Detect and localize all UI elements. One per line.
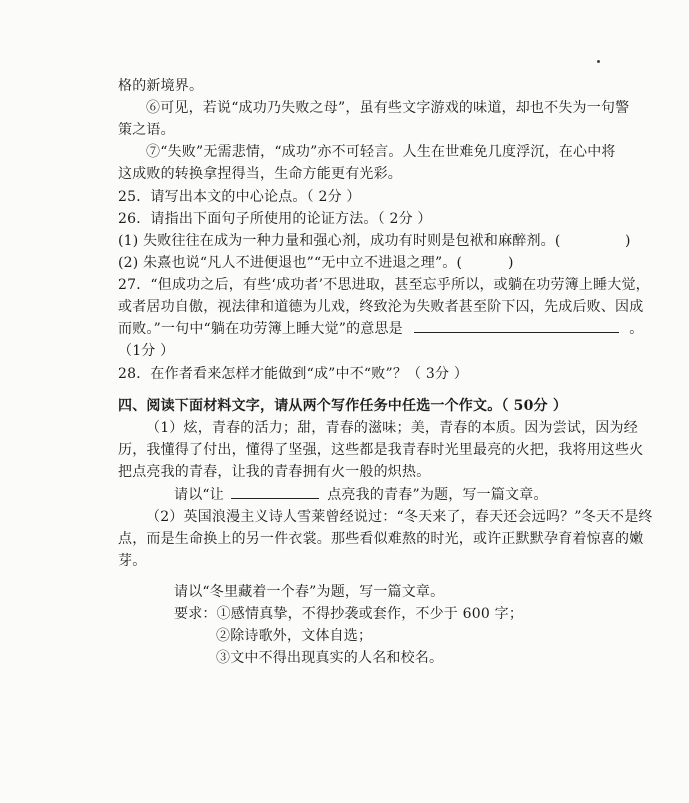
question-26-item-1-close-paren: ): [625, 233, 631, 249]
writing-task-2: （2）英国浪漫主义诗人雪莱曾经说过：“冬天来了，春天还会远吗？”冬天不是终: [146, 509, 653, 525]
question-26-item-1-text: (1) 失败往往在成为一种力量和强心剂，成功有时则是包袱和麻醉剂。(: [118, 233, 561, 249]
question-27-cont-2: [118, 320, 643, 338]
question-25: 25．请写出本文的中心论点。（ 2分 ）: [118, 189, 361, 205]
question-27: 27．“但成功之后，有些‘成功者’不思进取，甚至忘乎所以，或躺在功劳簿上睡大觉，: [118, 277, 650, 293]
question-27-lead: 而败。”一句中“躺在功劳簿上睡大觉”的意思是: [118, 321, 403, 337]
writing-task-1-prompt-start: 请以“让: [174, 487, 224, 503]
passage-paragraph-6: ⑥可见，若说“成功乃失败之母”，虽有些文字游戏的味道，却也不失为一句警: [146, 100, 630, 116]
writing-heading: 四、阅读下面材料文字，请从两个写作任务中任选一个作文。（ 50分 ）: [118, 398, 568, 414]
question-26-item-1: [118, 232, 561, 250]
requirement-3: ③文中不得出现真实的人名和校名。: [216, 650, 444, 666]
writing-task-2-cont-1: 点，而是生命换上的另一件衣裳。那些看似难熬的时光，或许正默默孕育着惊喜的嫩: [118, 531, 644, 547]
writing-task-1-cont-2: 把点亮我的青春，让我的青春拥有火一般的炽热。: [118, 464, 431, 480]
writing-task-2-prompt: 请以“冬里藏着一个春”为题，写一篇文章。: [174, 584, 445, 600]
writing-task-1-cont-1: 历，我懂得了付出，懂得了坚强，这些都是我青春时光里最亮的火把，我将用这些火: [118, 442, 644, 458]
question-26: 26．请指出下面句子所使用的论证方法。（ 2分 ）: [118, 211, 432, 227]
question-27-cont-1: 或者居功自傲，视法律和道德为儿戏，终致沦为失败者甚至阶下囚，先成后败、因成: [118, 299, 644, 315]
requirement-1: 要求：①感情真挚，不得抄袭或套作，不少于 600 字；: [174, 606, 524, 622]
passage-paragraph-7: ⑦“失败”无需悲情，“成功”亦不可轻言。人生在世难免几度浮沉，在心中将: [146, 144, 616, 160]
question-28: 28．在作者看来怎样才能做到“成”中不“败”？（ 3分 ）: [118, 366, 469, 382]
question-26-item-2-text: (2) 朱熹也说“凡人不进便退也”“无中立不进退之理”。(: [118, 255, 463, 271]
answer-blank[interactable]: [414, 320, 619, 333]
passage-paragraph-7-cont: 这成败的转换拿捏得当，生命方能更有光彩。: [118, 166, 402, 182]
passage-line: 格的新境界。: [118, 78, 204, 94]
requirement-2: ②除诗歌外，文体自选；: [216, 628, 373, 644]
question-26-item-2: [118, 254, 462, 272]
writing-task-1: （1）炫，青春的活力；甜，青春的滋味；美，青春的本质。因为尝试，因为经: [146, 420, 638, 436]
writing-task-1-prompt-end: 点亮我的青春”为题，写一篇文章。: [327, 487, 548, 503]
writing-task-2-cont-2: 芽。: [118, 553, 147, 569]
writing-task-1-prompt: [174, 486, 548, 504]
scan-speck: [597, 60, 600, 63]
question-27-period: 。: [629, 321, 644, 337]
question-26-item-2-close-paren: ): [508, 255, 514, 271]
title-blank[interactable]: [231, 486, 319, 499]
question-27-score: （1分 ）: [118, 343, 175, 359]
passage-paragraph-6-cont: 策之语。: [118, 122, 175, 138]
